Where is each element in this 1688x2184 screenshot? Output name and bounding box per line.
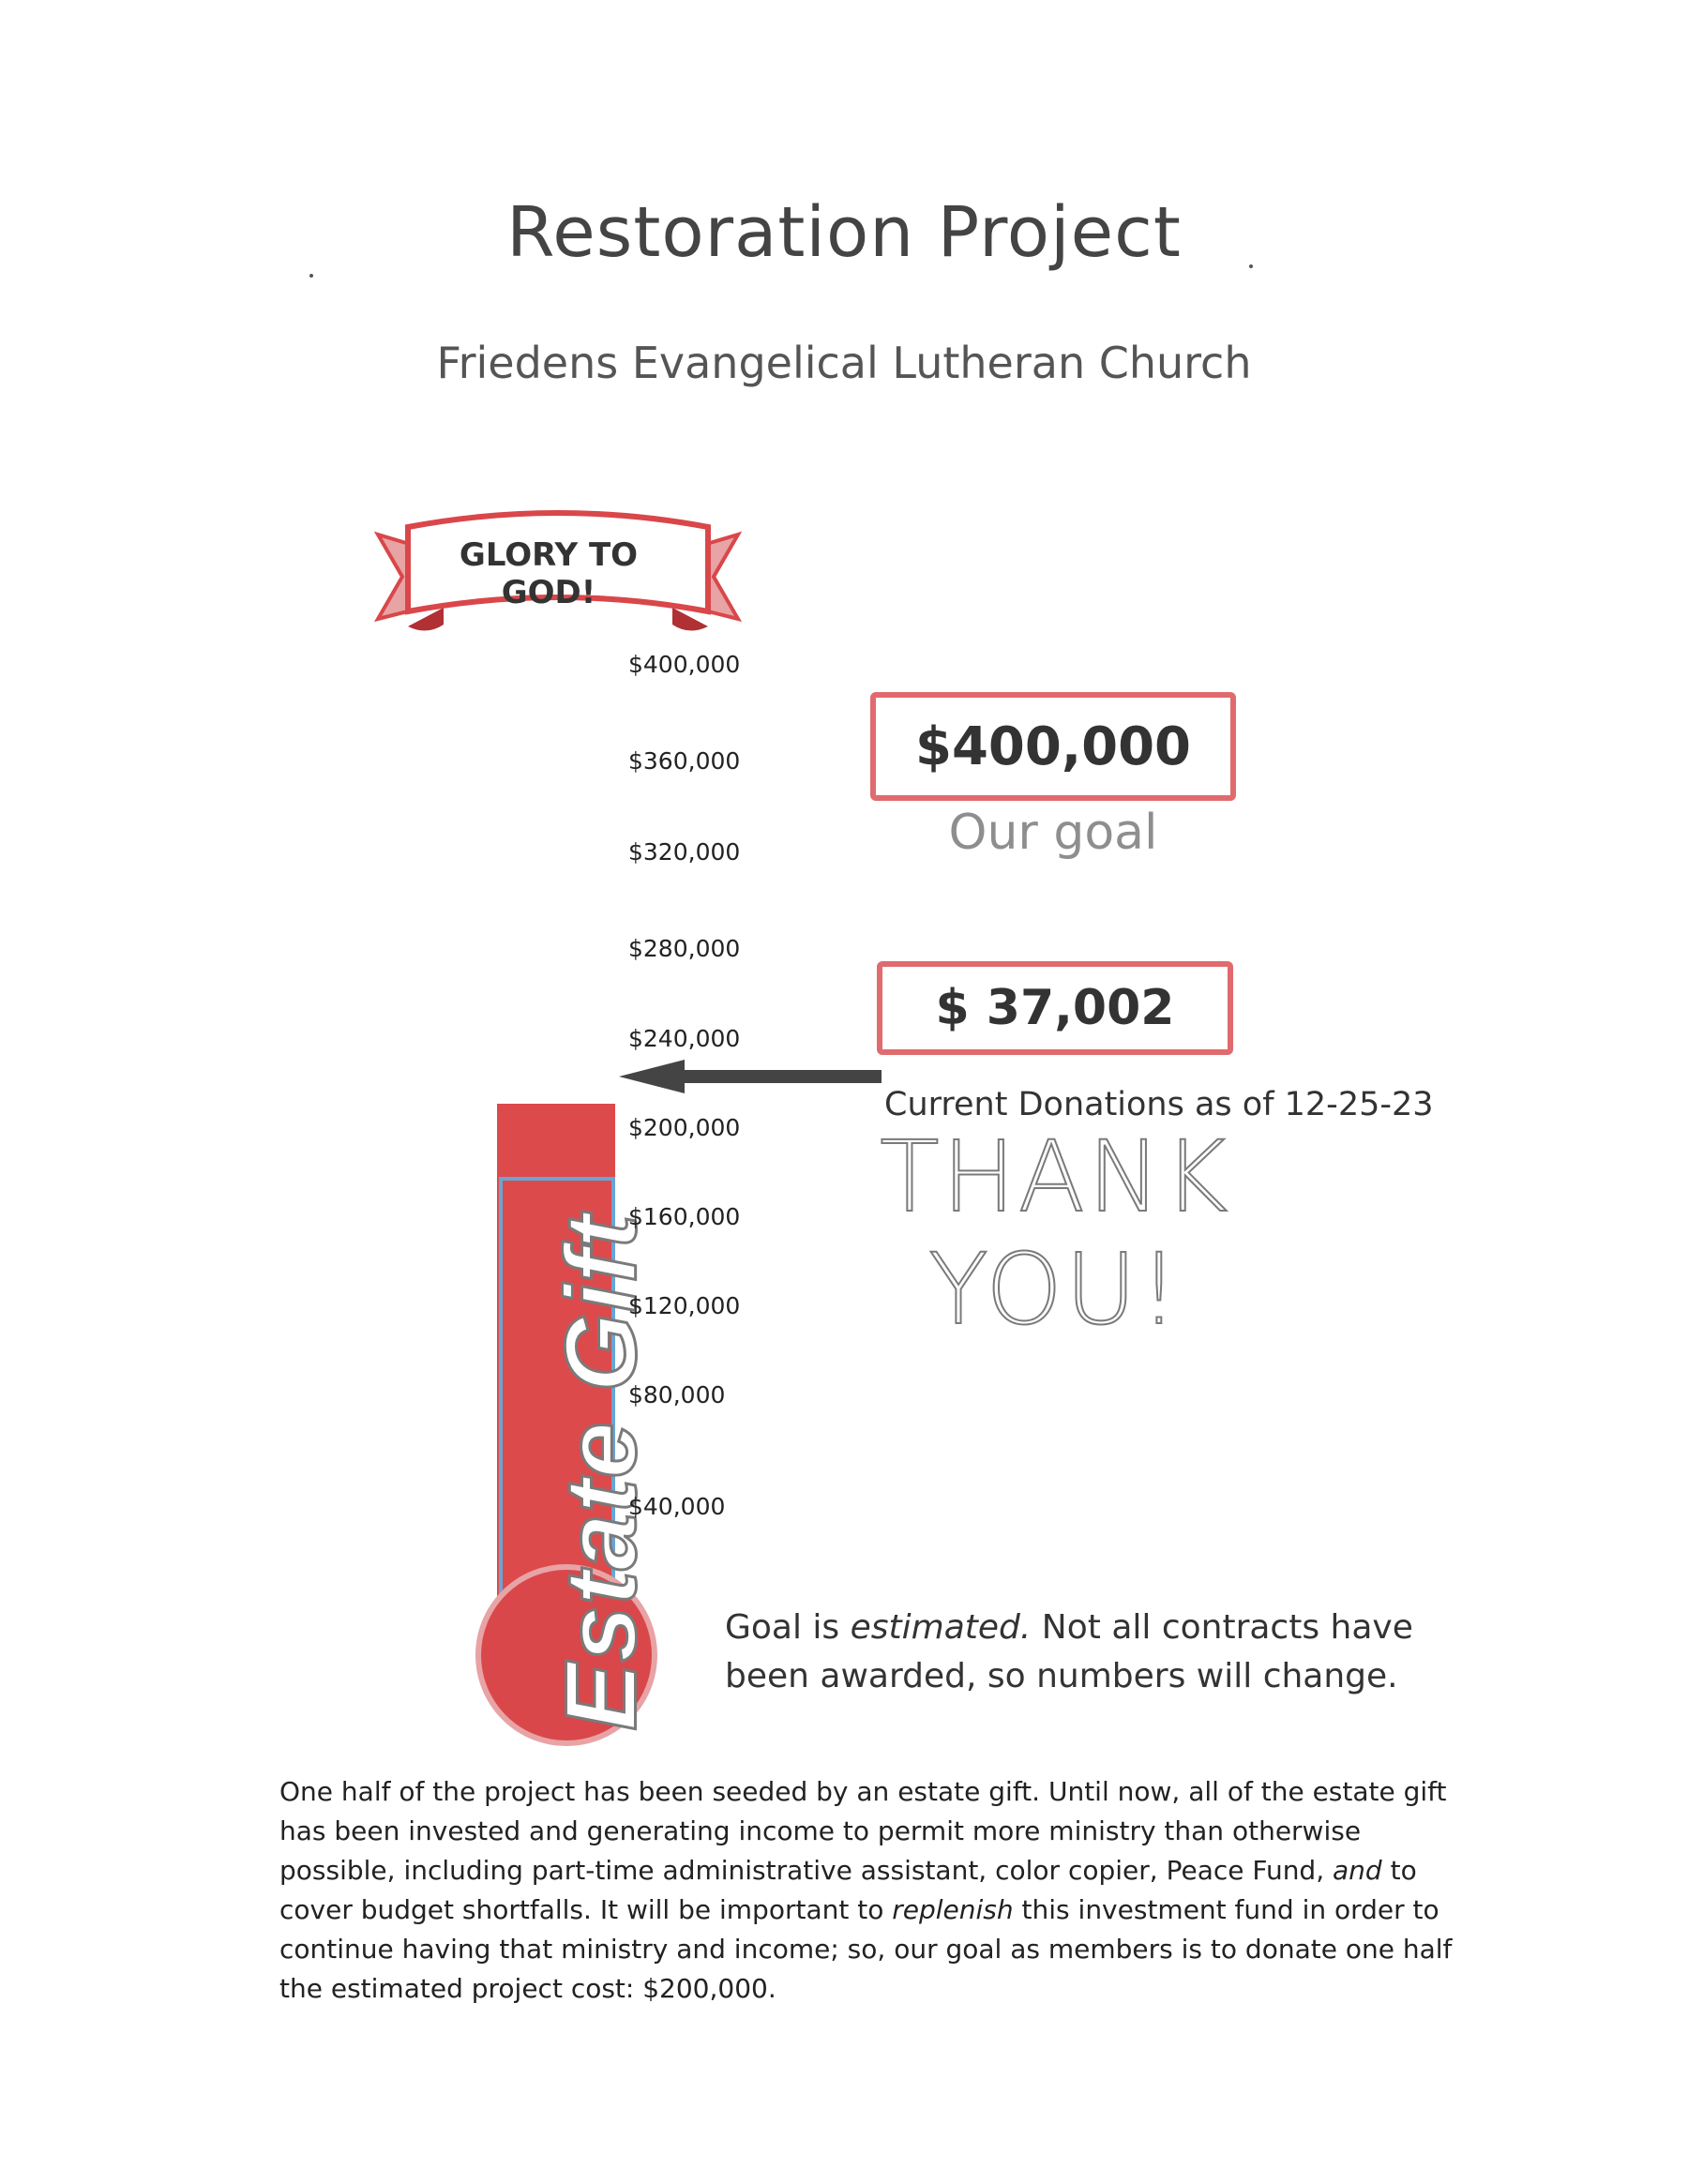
tick-label: $400,000 (628, 651, 741, 678)
paragraph-text: One half of the project has been seeded by an estate gift. Until now, all of the estate gift has been invested and generating income to permit more ministry than otherwise possible, including part-time administrative assistant, color copier, Peace Fund, (279, 1776, 1447, 1886)
thank-you-line-1: THANK (880, 1120, 1230, 1234)
paragraph-emphasis: and (1333, 1855, 1382, 1886)
current-donations-label: Current Donations as of 12-25-23 (884, 1086, 1434, 1123)
current-amount-box (877, 961, 1233, 1055)
body-paragraph (279, 1772, 1461, 2009)
thank-you-text (877, 1121, 1233, 1346)
note-text: Goal is (725, 1608, 851, 1647)
scan-speck (309, 274, 313, 278)
tick-label: $120,000 (628, 1292, 741, 1319)
scan-speck (1249, 264, 1253, 268)
tick-label: $160,000 (628, 1203, 741, 1230)
page-title: Restoration Project (506, 192, 1182, 273)
tick-label: $40,000 (628, 1493, 726, 1520)
current-amount: $ 37,002 (935, 980, 1175, 1036)
arrow-left-icon (610, 1058, 891, 1095)
goal-amount-box (870, 692, 1236, 801)
tick-label: $360,000 (628, 747, 741, 775)
tick-label: $240,000 (628, 1025, 741, 1052)
goal-label: Our goal (948, 805, 1158, 861)
page-subtitle: Friedens Evangelical Lutheran Church (436, 338, 1252, 388)
note-emphasis: estimated. (850, 1608, 1032, 1647)
paragraph-text: to cover budget shortfalls. It will be important to (279, 1855, 1417, 1925)
tick-label: $200,000 (628, 1114, 741, 1141)
estate-gift-label: Estate Gift (543, 1213, 657, 1731)
goal-note (725, 1604, 1475, 1701)
thank-you-line-2: YOU! (928, 1232, 1182, 1347)
banner-text: GLORY TO GOD! (459, 536, 639, 611)
goal-amount: $400,000 (914, 715, 1192, 777)
paragraph-text: this investment fund in order to continue having that ministry and income; so, our goal as members is to donate one half the estimated project cost: $200,000. (279, 1894, 1453, 2004)
tick-label: $280,000 (628, 935, 741, 962)
tick-label: $80,000 (628, 1381, 726, 1408)
tick-label: $320,000 (628, 838, 741, 866)
note-text: Not all contracts have been awarded, so numbers will change. (725, 1608, 1413, 1695)
paragraph-emphasis: replenish (892, 1894, 1014, 1925)
